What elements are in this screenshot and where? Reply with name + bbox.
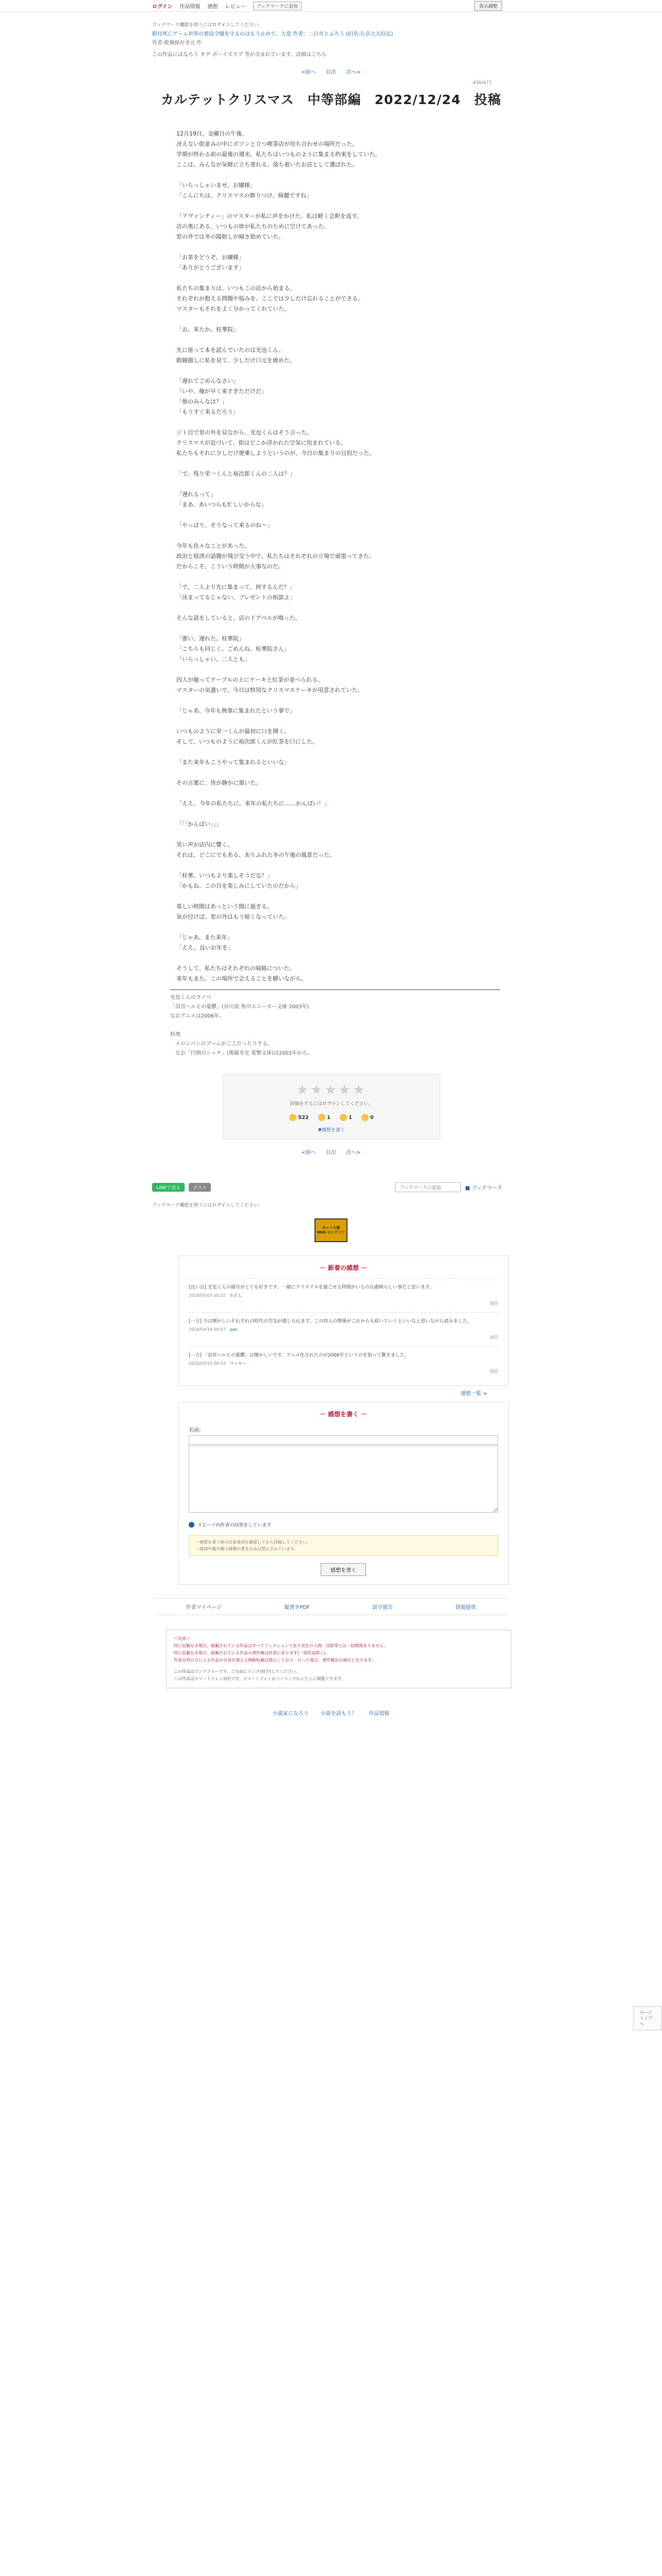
afterword-line: 料理 bbox=[170, 1032, 180, 1038]
post-share-button[interactable]: ポスト bbox=[189, 1183, 211, 1192]
impression-date: 2024/05/03 05:22 bbox=[189, 1293, 226, 1298]
body-paragraph bbox=[176, 273, 486, 283]
write-impression-link[interactable]: ▼感想を書く bbox=[318, 1128, 345, 1133]
body-paragraph bbox=[176, 788, 486, 799]
reaction-laugh[interactable]: 1 bbox=[318, 1114, 330, 1121]
body-paragraph: 「決まってるじゃない。プレゼントの相談よ」 bbox=[176, 594, 295, 601]
body-paragraph: それぞれが抱える問題や悩みを、ここでは少しだけ忘れることができる。 bbox=[176, 295, 363, 302]
body-paragraph bbox=[176, 479, 486, 489]
afterword-line bbox=[170, 1021, 500, 1030]
body-paragraph: 「もうすぐ来るだろう」 bbox=[176, 409, 239, 415]
body-paragraph: 「やっぱり、そうなって来るのね〜」 bbox=[176, 522, 273, 529]
body-paragraph bbox=[176, 510, 486, 520]
new-impressions-title: － 新着の感想 － bbox=[319, 1264, 368, 1272]
impression-item bbox=[189, 1278, 498, 1312]
body-paragraph: 「他のみんなは？」 bbox=[176, 398, 227, 405]
body-paragraph bbox=[176, 665, 486, 675]
wow-icon bbox=[361, 1114, 369, 1121]
impressions-list bbox=[189, 1278, 498, 1380]
body-paragraph: 冴えない街並みの中にポツンと立つ喫茶店が待ち合わせの場所だった。 bbox=[176, 141, 358, 147]
body-paragraph bbox=[176, 696, 486, 706]
impression-text: [良い点] 光也くんの描写がとても好きです。一緒にクリスマスを過ごせる仲間がいるのは素晴らしい事だと思います。 bbox=[189, 1285, 435, 1290]
episode-title: カルテットクリスマス 中等部編 2022/12/24 投稿 bbox=[161, 92, 501, 107]
bookmark-login-note: ブックマーク機能を使うにはログインしてください。 bbox=[152, 23, 263, 28]
body-paragraph: 気が付けば、窓の外はもう暗くなっていた。 bbox=[176, 913, 290, 920]
body-paragraph: 「アヴァンティー」のマスターが私に声をかけた。私は軽く会釈を返す。 bbox=[176, 213, 363, 219]
rating-login-link[interactable]: ログイン bbox=[322, 1101, 341, 1107]
body-paragraph: そして、いつものように裕次郎くんが紅茶を口にした。 bbox=[176, 738, 318, 745]
nav-work-info[interactable]: 作品情報 bbox=[179, 4, 201, 10]
body-paragraph bbox=[176, 768, 486, 778]
body-paragraph: 学期が終わる前の最後の週末。私たちはいつものように集まる約束をしていた。 bbox=[176, 151, 380, 158]
thumbs-up-icon bbox=[289, 1114, 296, 1121]
body-paragraph: 「で、二人より先に集まって、何するんだ？」 bbox=[176, 584, 295, 590]
body-paragraph: その言葉に、皆が静かに頷いた。 bbox=[176, 779, 261, 786]
body-paragraph: 楽しい時間はあっという間に過ぎる。 bbox=[176, 903, 273, 910]
author-mypage-link[interactable]: 作者マイページ bbox=[186, 1605, 222, 1611]
body-paragraph: 「お、来たか。桂華院」 bbox=[176, 326, 239, 333]
body-paragraph bbox=[176, 716, 486, 726]
afterword-line: 「涼宮ハルヒの憂鬱」(谷川流 角川スニーカー文庫 2003年) bbox=[170, 1004, 309, 1010]
body-paragraph: 「お茶をどうぞ。お嬢様」 bbox=[176, 254, 244, 261]
rating-stars[interactable]: ★★★★★ bbox=[296, 1082, 367, 1098]
episode-pager-bottom bbox=[0, 1148, 662, 1156]
impression-date: 2024/03/10 06:53 bbox=[189, 1361, 226, 1366]
afterword-line: メロンパンのブームがここだったりする。 bbox=[170, 1041, 273, 1047]
body-paragraph: それは、どこにでもある、ありふれた冬の午後の風景だった。 bbox=[176, 852, 335, 858]
body-paragraph bbox=[176, 572, 486, 582]
copyright-notice: ＜注意＞ 特に記載なき場合、掲載されている作品はすべてフィクションであり実在の人物・団体等とは一切関係ありません。 特に記載なき場合、掲載されている作品の著作権は作者にあります(一部作品除く)。 作者以外の方による作品の引用を超える無断転載は禁止しており、行った場合、著作権法の違反となります。 この作品はリンクフリーです。ご自由にリンク(紹介)してください。 この作品はスマートフォン対応です。スマートフォンかパソコンでかんたんに閲覧できます。 bbox=[166, 1630, 511, 1688]
body-paragraph bbox=[176, 747, 486, 757]
body-paragraph bbox=[176, 829, 486, 840]
body-paragraph: 「じゃあ、また来年」 bbox=[176, 934, 233, 941]
series-title-link[interactable]: 眼付死亡ゲーム世界の悪役令嬢を守るのはもう止めて、大変 作者：二日市とふろう (旧名:左京大夫信弘) bbox=[152, 31, 393, 37]
body-paragraph: 店の奥にある、いつもの席が私たちのために空けてあった。 bbox=[176, 223, 329, 230]
laugh-icon bbox=[318, 1114, 325, 1121]
impression-item bbox=[189, 1312, 498, 1346]
cry-icon bbox=[340, 1114, 347, 1121]
vertical-pdf-link[interactable]: 縦書きPDF bbox=[284, 1605, 310, 1611]
body-paragraph: マスターの気遣いで、今日は特別なクリスマスケーキが用意されていた。 bbox=[176, 687, 363, 693]
impression-reply-link[interactable]: 返信 bbox=[490, 1301, 498, 1306]
body-paragraph: 窓の外では冬の陽射しが傾き始めていた。 bbox=[176, 233, 284, 240]
reaction-cry[interactable]: 1 bbox=[340, 1114, 352, 1121]
reaction-wow[interactable]: 0 bbox=[361, 1114, 374, 1121]
body-paragraph bbox=[176, 417, 486, 428]
footer-link-syosetu[interactable]: 小説家になろう bbox=[272, 1711, 309, 1717]
body-paragraph bbox=[176, 170, 486, 180]
body-paragraph: 「また来年もこうやって集まれるといいな」 bbox=[176, 759, 290, 766]
body-paragraph bbox=[176, 623, 486, 634]
share-bar bbox=[152, 1182, 662, 1192]
body-paragraph: 先に座って本を読んでいたのは光也くん。 bbox=[176, 347, 285, 353]
body-paragraph: 「ええ。良いお年を」 bbox=[176, 944, 234, 951]
tag-info: この作品にはなろう タグ ボーイズラブ 等が含まれています。詳細はこちら bbox=[152, 52, 327, 58]
rating-login-note: 評価をするにはログインしてください。 bbox=[290, 1101, 373, 1107]
bottom-navigation bbox=[155, 1598, 507, 1615]
impressions-more-link[interactable]: 感想一覧 > bbox=[460, 1391, 487, 1397]
impression-text: [一言] 「涼宮ハルヒの憂鬱」は懐かしいです。アニメ化されたのが2006年というのを知って驚きました。 bbox=[189, 1353, 409, 1358]
impression-warning: ・感想を書く時の注意事項を確認してから投稿してください。 ・誹謗中傷や個人情報の書き込みは禁止されています。 bbox=[189, 1535, 498, 1556]
body-paragraph: 「いらっしゃいませ。お嬢様」 bbox=[176, 182, 256, 189]
body-paragraph: 「「「かんぱい」」」 bbox=[176, 821, 222, 827]
novel-header bbox=[0, 12, 662, 59]
bookmark-login-note-bottom: ブックマーク機能を使うにはログインしてください。 bbox=[152, 1203, 263, 1208]
afterword-line: なおアニメは2006年。 bbox=[170, 1013, 224, 1019]
body-paragraph: 「じゃあ、今年も無事に集まれたという事で」 bbox=[176, 707, 295, 714]
impression-item bbox=[189, 1346, 498, 1380]
afterword bbox=[170, 993, 500, 1058]
body-paragraph: 「こんにちは。クリスマスの飾りつけ、綺麗ですね」 bbox=[176, 192, 312, 199]
body-paragraph: 笑い声が店内に響く。 bbox=[176, 841, 233, 848]
body-paragraph bbox=[176, 366, 486, 376]
bookmark-login-link[interactable]: ログイン bbox=[212, 23, 230, 28]
episode-pager-top bbox=[0, 67, 662, 75]
body-paragraph bbox=[176, 531, 486, 541]
footer-links bbox=[0, 1709, 662, 1717]
footer-link-yomou[interactable]: 小説を読もう！ bbox=[321, 1711, 357, 1717]
afterword-divider bbox=[170, 989, 500, 990]
body-paragraph: ジト目で窓の外を見ながら、光也くんはそう言った。 bbox=[176, 429, 312, 436]
new-impressions-box bbox=[178, 1256, 509, 1386]
body-paragraph: 「かもね。この日を楽しみにしていたのだから」 bbox=[176, 883, 301, 889]
page-top-button[interactable]: ページトップへ bbox=[633, 2006, 662, 2030]
body-paragraph bbox=[176, 891, 486, 902]
author-line: 作者:乾燥保存金元 作 bbox=[152, 40, 202, 46]
display-settings-button[interactable]: 表示調整 bbox=[474, 1, 502, 11]
body-paragraph: そうして、私たちはそれぞれの帰路についた。 bbox=[176, 965, 295, 972]
impression-user-link[interactable]: pan bbox=[229, 1327, 238, 1332]
radio-icon bbox=[189, 1522, 194, 1528]
body-paragraph: 「悪い、遅れた。桂華院」 bbox=[176, 635, 244, 642]
info-provide-link[interactable]: 情報提供 bbox=[455, 1605, 476, 1611]
body-paragraph: 「ええ。今年の私たちに。来年の私たちに……かんぱい！」 bbox=[176, 800, 330, 807]
impression-date: 2024/04/14 00:07 bbox=[189, 1327, 226, 1332]
impression-meta bbox=[189, 1292, 498, 1299]
body-paragraph bbox=[176, 860, 486, 871]
body-paragraph: マスターもそれをよく分かってくれていた。 bbox=[176, 306, 290, 312]
impression-reply-link[interactable]: 返信 bbox=[490, 1369, 498, 1374]
body-paragraph: 「遅れてごめんなさい」 bbox=[176, 378, 239, 384]
afterword-line: なお「円朝のシャチ」(後藤寿光 電撃文庫)は2002年から。 bbox=[170, 1050, 313, 1056]
body-paragraph: 私たちもそれに少しだけ便乗しようというのが、今日の集まりの目的だった。 bbox=[176, 450, 375, 456]
prev-episode-link[interactable]: <前へ bbox=[301, 70, 316, 75]
body-paragraph: いつものように栄一くんが最初に口を開く。 bbox=[176, 728, 290, 735]
web-contents-badge[interactable]: ネット小説 Web コンテンツ bbox=[315, 1218, 347, 1242]
nav-impressions[interactable]: 感想 bbox=[207, 4, 218, 10]
body-paragraph: 来年もまた、この場所で会えることを願いながら。 bbox=[176, 975, 307, 982]
reaction-buttons bbox=[223, 1114, 440, 1121]
episode-number: 456/471 bbox=[472, 80, 492, 86]
body-paragraph: 「こちらも同じく。ごめんね、桂華院さん」 bbox=[176, 646, 290, 652]
body-paragraph: 政治と経済の話題が飛び交う中で、私たちはそれぞれの立場で頑張ってきた。 bbox=[176, 553, 375, 560]
next-episode-link-bottom[interactable]: 次へ> bbox=[346, 1150, 361, 1156]
name-label: 名前: bbox=[189, 1428, 201, 1433]
body-paragraph bbox=[176, 809, 486, 819]
write-impression-title: － 感想を書く － bbox=[319, 1411, 368, 1418]
body-paragraph bbox=[176, 603, 486, 613]
reaction-thumbs-up[interactable]: 522 bbox=[289, 1114, 309, 1121]
body-paragraph: 「いや、俺が早く来すぎただけだ」 bbox=[176, 388, 267, 395]
next-episode-link[interactable]: 次へ> bbox=[346, 70, 361, 75]
body-paragraph bbox=[176, 335, 486, 345]
impression-reply-link[interactable]: 返信 bbox=[490, 1335, 498, 1340]
login-link[interactable]: ログイン bbox=[152, 4, 173, 10]
impression-textarea[interactable] bbox=[189, 1446, 498, 1513]
body-paragraph: 12月19日。金曜日の午後。 bbox=[176, 130, 247, 137]
body-paragraph bbox=[176, 922, 486, 933]
body-paragraph bbox=[176, 953, 486, 963]
submit-impression-button[interactable]: 感想を書く bbox=[321, 1563, 366, 1576]
body-paragraph: ここは、みんなが気軽に立ち寄れる、落ち着いたお店として選ばれた。 bbox=[176, 161, 358, 168]
body-paragraph: 四人が揃ってテーブルの上にケーキと紅茶が並べられる。 bbox=[176, 676, 324, 683]
toc-link[interactable]: 目次 bbox=[326, 70, 336, 75]
prev-episode-link-bottom[interactable]: <前へ bbox=[301, 1150, 316, 1156]
bookmark-link[interactable]: ■ ブックマーク bbox=[465, 1185, 502, 1191]
impression-text: [一言] 今は懐かしいそれぞれの時代の空気が感じられます。この四人の関係がこれからも続いていくといいなと思いながら読みました。 bbox=[189, 1319, 472, 1324]
bookmark-add-button[interactable]: ブックマークに追加 bbox=[253, 2, 302, 10]
bookmark-add-box[interactable]: ブックマークに追加 bbox=[395, 1182, 461, 1192]
write-impression-form bbox=[178, 1402, 509, 1585]
body-paragraph: 「いらっしゃい。二人とも」 bbox=[176, 656, 250, 663]
body-paragraph: 「で、残り栄一くんと裕次郎くんの二人は？」 bbox=[176, 470, 295, 477]
body-paragraph bbox=[176, 459, 486, 469]
impression-meta bbox=[189, 1360, 498, 1367]
body-paragraph: だからこそ、こういう時間が大事なのだ。 bbox=[176, 563, 284, 570]
afterword-line: 光也くんのラノベ bbox=[170, 995, 211, 1001]
novel-body bbox=[176, 129, 486, 984]
impression-meta bbox=[189, 1326, 498, 1333]
body-paragraph: 「遅れるって」 bbox=[176, 491, 216, 498]
spoiler-option[interactable]: スピーツ内作者の回答をしています bbox=[189, 1521, 498, 1528]
name-input[interactable] bbox=[189, 1435, 498, 1445]
body-paragraph: 「ありがとうございます」 bbox=[176, 264, 244, 271]
body-paragraph bbox=[176, 314, 486, 325]
body-paragraph: 私たちの集まりは、いつもこの店から始まる。 bbox=[176, 285, 295, 292]
body-paragraph: 眼鏡越しに私を見て、少しだけ口元を緩めた。 bbox=[176, 357, 295, 364]
line-share-button[interactable]: LINEで送る bbox=[152, 1183, 185, 1192]
impression-user-link[interactable]: わたし bbox=[229, 1293, 242, 1298]
body-paragraph: クリスマスが近づいて、街はどこか浮かれた空気に包まれている。 bbox=[176, 439, 346, 446]
body-paragraph: 今年も色々なことがあった。 bbox=[176, 543, 250, 549]
rating-box bbox=[223, 1074, 440, 1140]
footer-link-info[interactable]: 作品情報 bbox=[369, 1711, 390, 1717]
body-paragraph: そんな話をしていると、店のドアベルが鳴った。 bbox=[176, 615, 301, 621]
nav-reviews[interactable]: レビュー bbox=[225, 4, 246, 10]
top-navigation-bar bbox=[0, 0, 662, 12]
body-paragraph bbox=[176, 201, 486, 211]
body-paragraph: 「まあ、あいつらも忙しいからな」 bbox=[176, 501, 267, 508]
toc-link-bottom[interactable]: 目次 bbox=[326, 1150, 336, 1156]
typo-report-link[interactable]: 誤字報告 bbox=[372, 1605, 393, 1611]
bookmark-login-link-bottom[interactable]: ログイン bbox=[212, 1203, 230, 1208]
impression-user-link[interactable]: ウッキー bbox=[229, 1361, 246, 1366]
body-paragraph bbox=[176, 242, 486, 252]
tag-link[interactable]: ボーイズラブ bbox=[212, 52, 243, 58]
body-paragraph: 「桂華、いつもより楽しそうだな？」 bbox=[176, 872, 273, 879]
